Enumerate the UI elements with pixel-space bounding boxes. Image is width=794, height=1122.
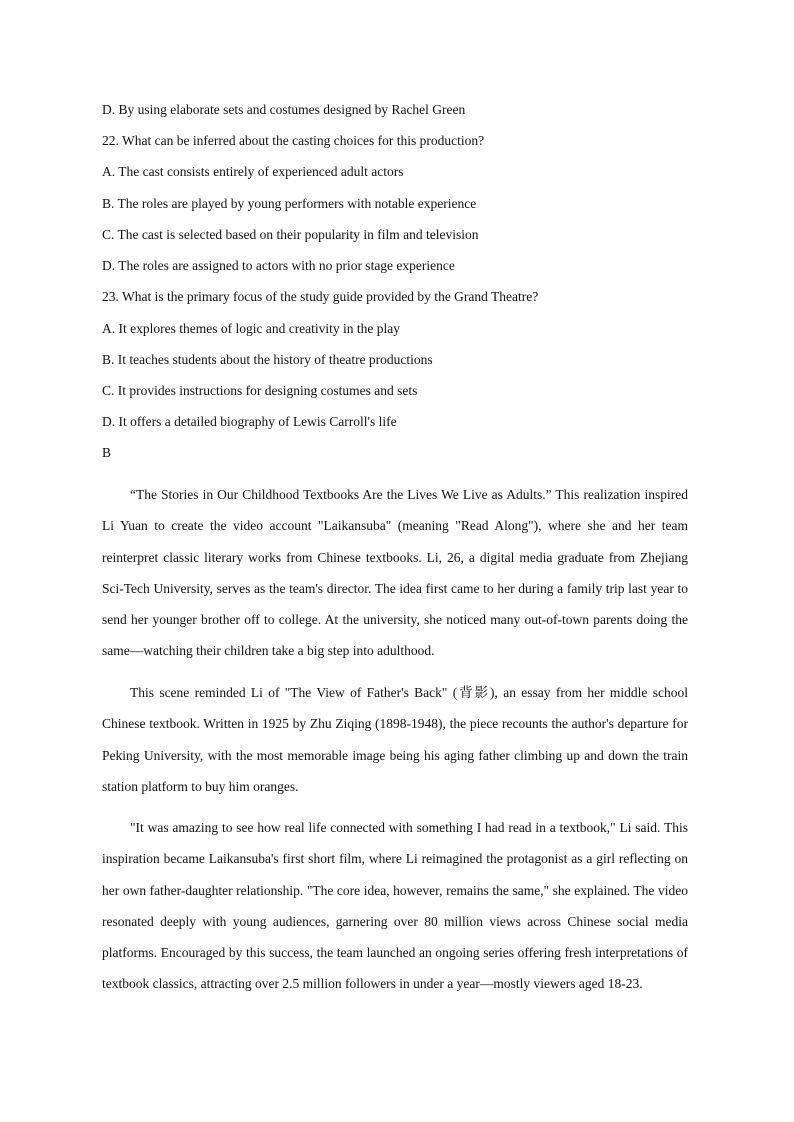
q22-option-d: D. The roles are assigned to actors with no prior stage experience: [102, 258, 455, 273]
q21-option-d: D. By using elaborate sets and costumes designed by Rachel Green: [102, 102, 466, 117]
q22-option-a: A. The cast consists entirely of experienced adult actors: [102, 164, 404, 179]
passage-paragraph-2: This scene reminded Li of "The View of Father's Back" (背影), an essay from her middle school Chinese textbook. Written in 1925 by Zhu Ziqing (1898-1948), the piece recounts the author's departure for Peking University, with the most memorable image being his aging father climbing up and down the train station platform to buy him oranges.: [102, 685, 688, 794]
q23-option-b: B. It teaches students about the history of theatre productions: [102, 352, 433, 367]
passage-paragraph-1: “The Stories in Our Childhood Textbooks Are the Lives We Live as Adults.” This realization inspired Li Yuan to create the video account "Laikansuba" (meaning "Read Along"), where she and her team reinterpret classic literary works from Chinese textbooks. Li, 26, a digital media graduate from Zhejiang Sci-Tech University, serves as the team's director. The idea first came to her during a family trip last year to send her younger brother off to college. At the university, she noticed many out-of-town parents doing the same—watching their children take a big step into adulthood.: [102, 487, 688, 659]
q23-option-c: C. It provides instructions for designing costumes and sets: [102, 383, 418, 398]
q22-question: 22. What can be inferred about the casting choices for this production?: [102, 133, 485, 148]
q23-question: 23. What is the primary focus of the study guide provided by the Grand Theatre?: [102, 289, 539, 304]
q23-option-d: D. It offers a detailed biography of Lewis Carroll's life: [102, 414, 397, 429]
q22-option-c: C. The cast is selected based on their popularity in film and television: [102, 227, 479, 242]
q23-option-a: A. It explores themes of logic and creativity in the play: [102, 321, 401, 336]
passage-paragraph-3: "It was amazing to see how real life connected with something I had read in a textbook," Li said. This inspiration became Laikansuba's first short film, where Li reimagined the protagonist as a girl reflecting on her own father-daughter relationship. "The core idea, however, remains the same," she explained. The video resonated deeply with young audiences, garnering over 80 million views across Chinese social media platforms. Encouraged by this success, the team launched an ongoing series offering fresh interpretations of textbook classics, attracting over 2.5 million followers in under a year—mostly viewers aged 18-23.: [102, 820, 688, 992]
section-label: B: [102, 445, 112, 460]
q22-option-b: B. The roles are played by young performers with notable experience: [102, 196, 477, 211]
